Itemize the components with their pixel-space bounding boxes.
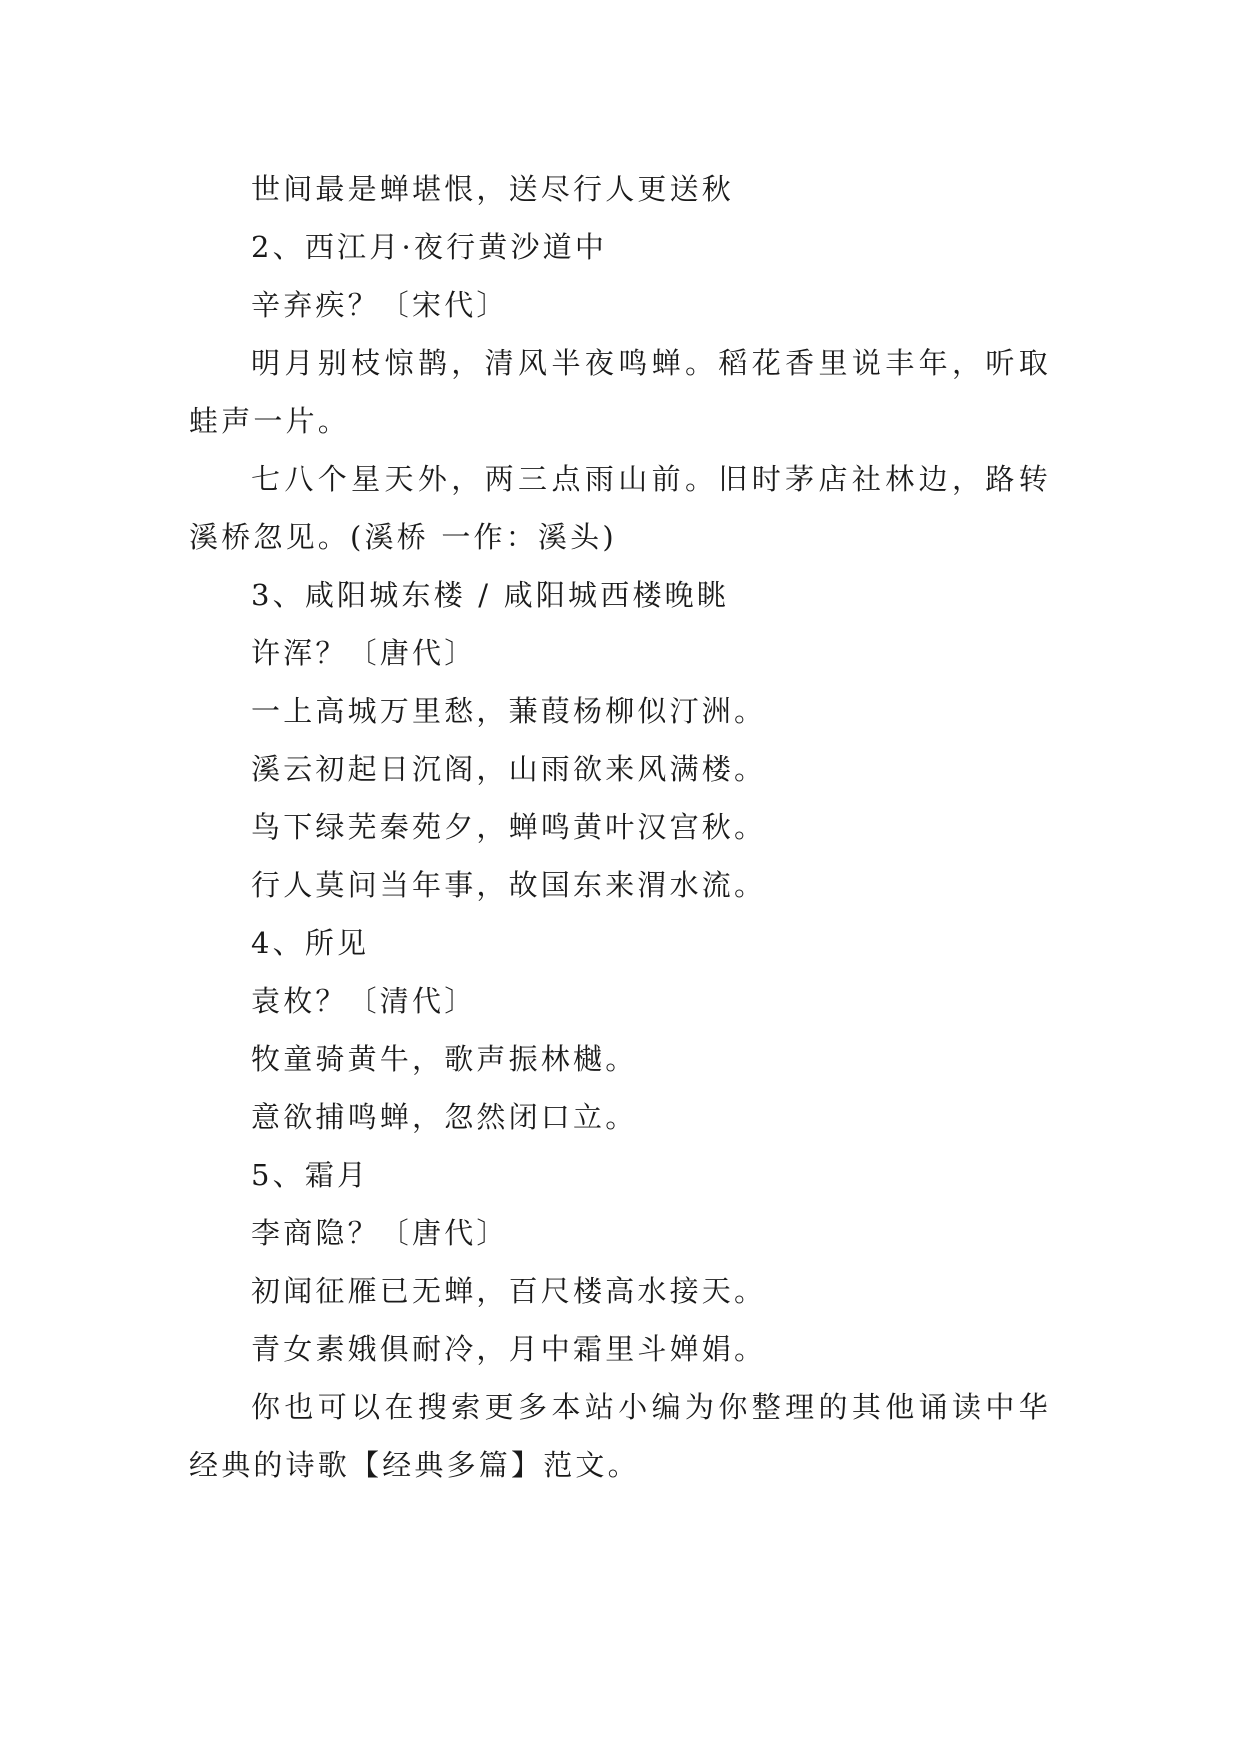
poem-line: 意欲捕鸣蝉，忽然闭口立。	[251, 1100, 638, 1134]
poem-line: 一上高城万里愁，蒹葭杨柳似汀洲。	[251, 694, 767, 728]
poem-line: 牧童骑黄牛，歌声振林樾。	[251, 1042, 638, 1076]
poem-line: 鸟下绿芜秦苑夕，蝉鸣黄叶汉宫秋。	[251, 810, 767, 844]
closing-paragraph: 你也可以在搜索更多本站小编为你整理的其他诵读中华经典的诗歌【经典多篇】范文。	[189, 1390, 1051, 1482]
document-body	[189, 160, 1051, 1494]
poem-line: 世间最是蝉堪恨，送尽行人更送秋	[251, 172, 735, 206]
poem-stanza: 明月别枝惊鹊，清风半夜鸣蝉。稻花香里说丰年，听取蛙声一片。	[189, 346, 1051, 438]
poem-title: 4、所见	[251, 926, 370, 960]
poem-title: 2、西江月·夜行黄沙道中	[251, 230, 608, 264]
poem-line: 行人莫问当年事，故国东来渭水流。	[251, 868, 767, 902]
poem-author: 辛弃疾？〔宋代〕	[251, 288, 509, 322]
poem-line: 溪云初起日沉阁，山雨欲来风满楼。	[251, 752, 767, 786]
poem-line: 青女素娥俱耐冷，月中霜里斗婵娟。	[251, 1332, 767, 1366]
poem-title: 5、霜月	[251, 1158, 370, 1192]
poem-title: 3、咸阳城东楼 / 咸阳城西楼晚眺	[251, 578, 730, 612]
poem-author: 许浑？〔唐代〕	[251, 636, 477, 670]
poem-author: 袁枚？〔清代〕	[251, 984, 477, 1018]
poem-author: 李商隐？〔唐代〕	[251, 1216, 509, 1250]
poem-stanza: 七八个星天外，两三点雨山前。旧时茅店社林边，路转溪桥忽见。(溪桥 一作：溪头)	[189, 462, 1051, 554]
poem-line: 初闻征雁已无蝉，百尺楼高水接天。	[251, 1274, 767, 1308]
